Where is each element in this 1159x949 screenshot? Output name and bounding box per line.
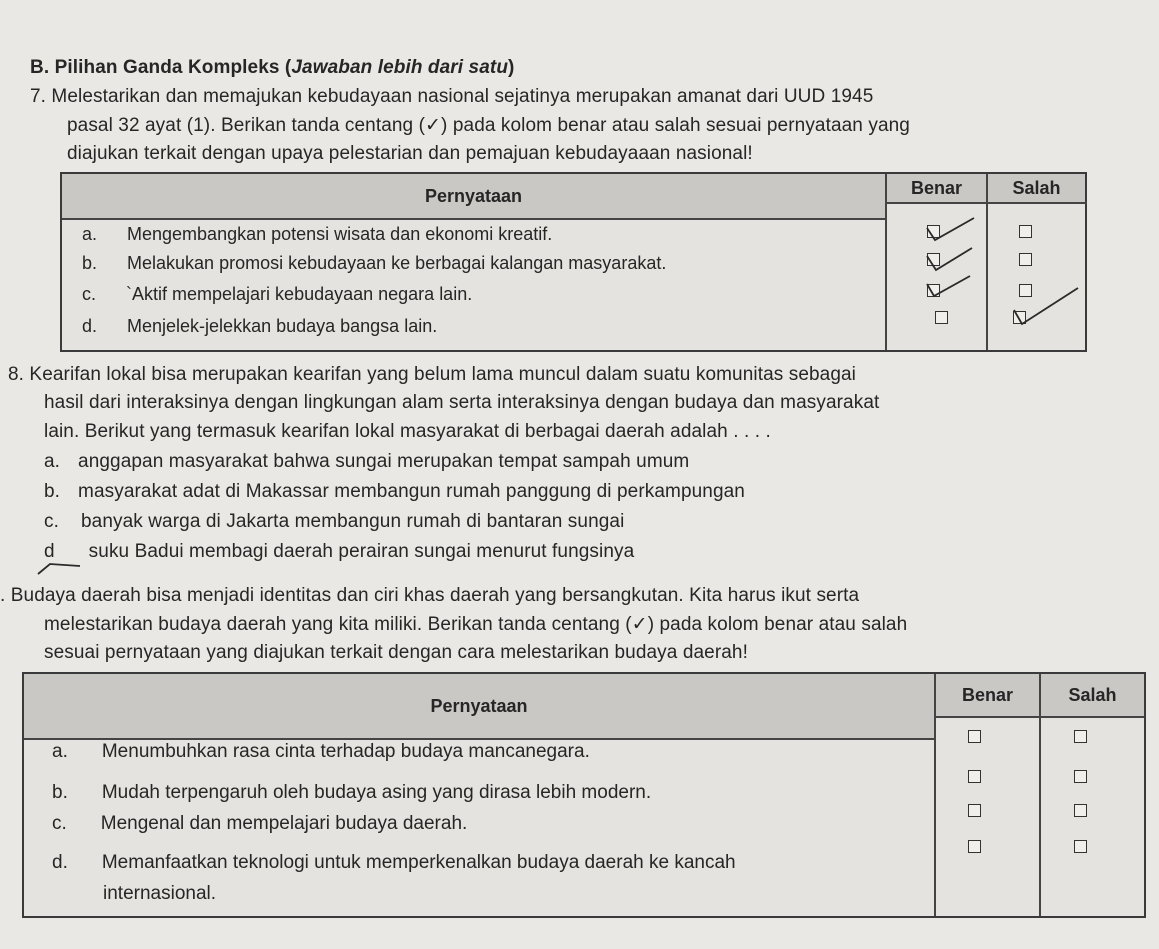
q8-line-2: hasil dari interaksinya dengan lingkungan alam serta interaksinya dengan budaya dan masyarakat [44, 392, 880, 413]
q9-row-c: c. Mengenal dan mempelajari budaya daerah. [52, 813, 468, 834]
q7-a-true-checkbox[interactable] [927, 225, 940, 238]
q7-line-2: pasal 32 ayat (1). Berikan tanda centang (✓) pada kolom benar atau salah sesuai pernyataan yang [67, 115, 910, 136]
q7-c-false-checkbox[interactable] [1019, 284, 1032, 297]
q9-row-b: b. Mudah terpengaruh oleh budaya asing yang dirasa lebih modern. [52, 782, 652, 803]
q9-a-true-checkbox[interactable] [968, 730, 981, 743]
q9-c-true-checkbox[interactable] [968, 804, 981, 817]
q9-a-false-checkbox[interactable] [1074, 730, 1087, 743]
q7-col-statement: Pernyataan [62, 174, 885, 218]
section-title: B. Pilihan Ganda Kompleks (Jawaban lebih dari satu) [30, 57, 515, 78]
q9-col-false: Salah [1041, 674, 1144, 716]
q7-table [60, 172, 1087, 352]
q8-option-c[interactable]: c. banyak warga di Jakarta membangun rumah di bantaran sungai [44, 511, 625, 532]
q8-line-3: lain. Berikut yang termasuk kearifan lokal masyarakat di berbagai daerah adalah . . . . [44, 421, 771, 442]
q8-option-a[interactable]: a. anggapan masyarakat bahwa sungai merupakan tempat sampah umum [44, 451, 690, 472]
q9-line-1: . Budaya daerah bisa menjadi identitas dan ciri khas daerah yang bersangkutan. Kita harus ikut serta [0, 585, 860, 606]
q9-row-d: d. Memanfaatkan teknologi untuk memperkenalkan budaya daerah ke kancah [52, 852, 736, 873]
q7-row-b: b. Melakukan promosi kebudayaan ke berbagai kalangan masyarakat. [82, 253, 667, 273]
q7-row-c: c. `Aktif mempelajari kebudayaan negara lain. [82, 284, 473, 304]
q7-b-true-checkbox[interactable] [927, 253, 940, 266]
q7-line-1: 7. Melestarikan dan memajukan kebudayaan nasional sejatinya merupakan amanat dari UUD 1945 [30, 86, 874, 107]
q7-line-3: diajukan terkait dengan upaya pelestarian dan pemajuan kebudayaaan nasional! [67, 143, 753, 164]
q7-b-false-checkbox[interactable] [1019, 253, 1032, 266]
q7-row-a: a. Mengembangkan potensi wisata dan ekonomi kreatif. [82, 224, 553, 244]
q9-c-false-checkbox[interactable] [1074, 804, 1087, 817]
q9-b-false-checkbox[interactable] [1074, 770, 1087, 783]
q9-table [22, 672, 1146, 918]
q8-option-d[interactable]: d suku Badui membagi daerah perairan sungai menurut fungsinya [44, 541, 635, 562]
q9-b-true-checkbox[interactable] [968, 770, 981, 783]
q8-line-1: 8. Kearifan lokal bisa merupakan kearifan yang belum lama muncul dalam suatu komunitas sebagai [8, 364, 856, 385]
q9-col-statement: Pernyataan [24, 674, 934, 738]
q7-c-true-checkbox[interactable] [927, 284, 940, 297]
q9-line-3: sesuai pernyataan yang diajukan terkait dengan cara melestarikan budaya daerah! [44, 642, 748, 663]
q9-col-true: Benar [936, 674, 1039, 716]
q9-line-2: melestarikan budaya daerah yang kita miliki. Berikan tanda centang (✓) pada kolom benar atau salah [44, 614, 908, 635]
q9-row-a: a. Menumbuhkan rasa cinta terhadap budaya mancanegara. [52, 741, 590, 762]
q7-col-false: Salah [988, 174, 1085, 202]
q7-a-false-checkbox[interactable] [1019, 225, 1032, 238]
q9-row-d-continued: internasional. [103, 883, 217, 904]
q9-d-true-checkbox[interactable] [968, 840, 981, 853]
q8-option-b[interactable]: b. masyarakat adat di Makassar membangun rumah panggung di perkampungan [44, 481, 745, 502]
q7-row-d: d. Menjelek-jelekkan budaya bangsa lain. [82, 316, 438, 336]
q9-d-false-checkbox[interactable] [1074, 840, 1087, 853]
q7-d-false-checkbox[interactable] [1013, 311, 1026, 324]
q7-col-true: Benar [887, 174, 986, 202]
q7-d-true-checkbox[interactable] [935, 311, 948, 324]
